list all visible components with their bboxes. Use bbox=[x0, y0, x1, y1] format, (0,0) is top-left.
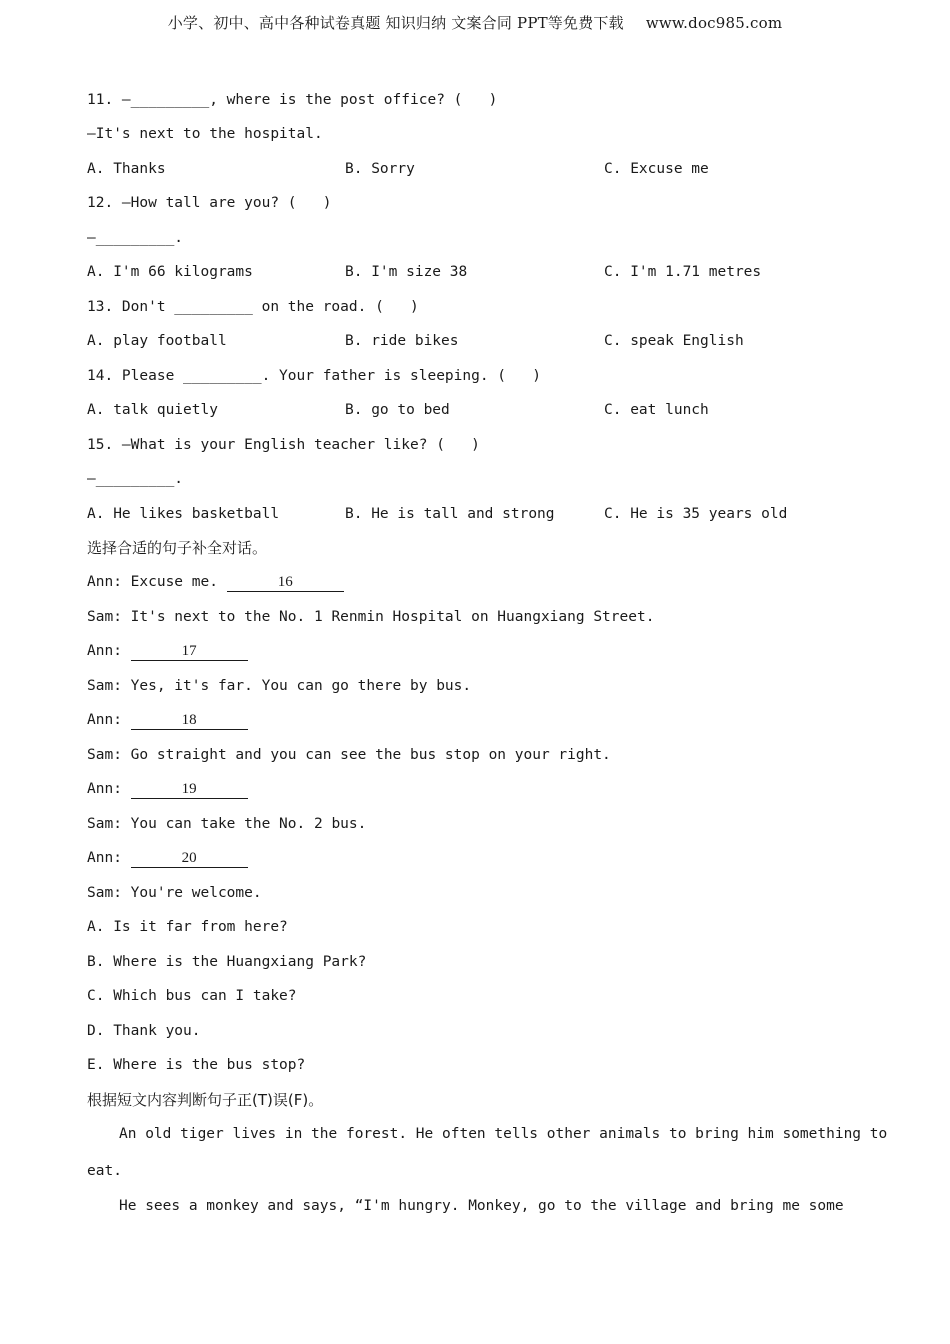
question-12-answer-line: —_________. bbox=[87, 230, 184, 246]
dialogue-speaker: Ann: bbox=[87, 643, 131, 659]
dialogue-instruction: 选择合适的句子补全对话。 bbox=[87, 539, 268, 557]
dialogue-line bbox=[87, 641, 248, 661]
dialogue-text: It's next to the No. 1 Renmin Hospital on Huangxiang Street. bbox=[130, 609, 655, 625]
header-title: 小学、初中、高中各种试卷真题 知识归纳 文案合同 PPT等免费下载 bbox=[167, 14, 624, 32]
reading-paragraph-2-line-1: He sees a monkey and says, “I'm hungry. Monkey, go to the village and bring me some bbox=[119, 1198, 844, 1214]
question-14-option-b: B. go to bed bbox=[345, 402, 450, 418]
dialogue-text: Go straight and you can see the bus stop on your right. bbox=[130, 747, 611, 763]
question-11-answer-line: —It's next to the hospital. bbox=[87, 126, 323, 142]
dialogue-choice-d: D. Thank you. bbox=[87, 1023, 201, 1039]
question-15-option-a: A. He likes basketball bbox=[87, 506, 280, 522]
dialogue-speaker: Sam: bbox=[87, 678, 131, 694]
question-13-stem: 13. Don't _________ on the road. ( ) bbox=[87, 299, 419, 315]
header-site: www.doc985.com bbox=[645, 14, 783, 32]
dialogue-speaker: Sam: bbox=[87, 609, 131, 625]
dialogue-blank-20[interactable]: 20 bbox=[131, 850, 248, 868]
dialogue-line bbox=[87, 814, 366, 834]
dialogue-blank-17[interactable]: 17 bbox=[131, 643, 248, 661]
dialogue-speaker: Sam: bbox=[87, 747, 131, 763]
dialogue-line bbox=[87, 572, 344, 592]
question-11-stem: 11. —_________, where is the post office? ( ) bbox=[87, 92, 498, 108]
dialogue-text: Excuse me. bbox=[130, 574, 227, 590]
dialogue-line bbox=[87, 676, 471, 696]
question-12-stem: 12. —How tall are you? ( ) bbox=[87, 195, 332, 211]
question-15-option-b: B. He is tall and strong bbox=[345, 506, 555, 522]
dialogue-speaker: Ann: bbox=[87, 781, 131, 797]
question-15-answer-line: —_________. bbox=[87, 471, 184, 487]
question-14-stem: 14. Please _________. Your father is sleeping. ( ) bbox=[87, 368, 541, 384]
reading-paragraph-1-line-2: eat. bbox=[87, 1163, 122, 1179]
dialogue-line bbox=[87, 607, 654, 627]
dialogue-text: You can take the No. 2 bus. bbox=[130, 816, 367, 832]
dialogue-choice-c: C. Which bus can I take? bbox=[87, 988, 297, 1004]
page-header bbox=[0, 12, 950, 33]
dialogue-speaker: Sam: bbox=[87, 816, 131, 832]
question-12-option-c: C. I'm 1.71 metres bbox=[604, 264, 762, 280]
question-13-option-b: B. ride bikes bbox=[345, 333, 459, 349]
dialogue-choice-e: E. Where is the bus stop? bbox=[87, 1057, 306, 1073]
question-14-option-a: A. talk quietly bbox=[87, 402, 218, 418]
dialogue-choice-a: A. Is it far from here? bbox=[87, 919, 288, 935]
question-13-option-a: A. play football bbox=[87, 333, 227, 349]
dialogue-choice-b: B. Where is the Huangxiang Park? bbox=[87, 954, 367, 970]
dialogue-speaker: Sam: bbox=[87, 885, 131, 901]
question-11-option-b: B. Sorry bbox=[345, 161, 415, 177]
question-11-option-c: C. Excuse me bbox=[604, 161, 709, 177]
question-13-option-c: C. speak English bbox=[604, 333, 744, 349]
question-15-option-c: C. He is 35 years old bbox=[604, 506, 788, 522]
dialogue-line bbox=[87, 710, 248, 730]
dialogue-speaker: Ann: bbox=[87, 712, 131, 728]
dialogue-blank-18[interactable]: 18 bbox=[131, 712, 248, 730]
dialogue-blank-19[interactable]: 19 bbox=[131, 781, 248, 799]
dialogue-text: Yes, it's far. You can go there by bus. bbox=[130, 678, 472, 694]
question-12-option-a: A. I'm 66 kilograms bbox=[87, 264, 253, 280]
dialogue-line bbox=[87, 883, 262, 903]
question-14-option-c: C. eat lunch bbox=[604, 402, 709, 418]
dialogue-line bbox=[87, 848, 248, 868]
dialogue-speaker: Ann: bbox=[87, 574, 131, 590]
dialogue-speaker: Ann: bbox=[87, 850, 131, 866]
question-15-stem: 15. —What is your English teacher like? ( ) bbox=[87, 437, 480, 453]
reading-instruction: 根据短文内容判断句子正(T)误(F)。 bbox=[87, 1091, 324, 1109]
dialogue-line bbox=[87, 779, 248, 799]
question-12-option-b: B. I'm size 38 bbox=[345, 264, 468, 280]
question-11-option-a: A. Thanks bbox=[87, 161, 166, 177]
dialogue-text: You're welcome. bbox=[130, 885, 262, 901]
dialogue-line bbox=[87, 745, 611, 765]
reading-paragraph-1-line-1: An old tiger lives in the forest. He often tells other animals to bring him something to bbox=[119, 1126, 888, 1142]
dialogue-blank-16[interactable]: 16 bbox=[227, 574, 344, 592]
